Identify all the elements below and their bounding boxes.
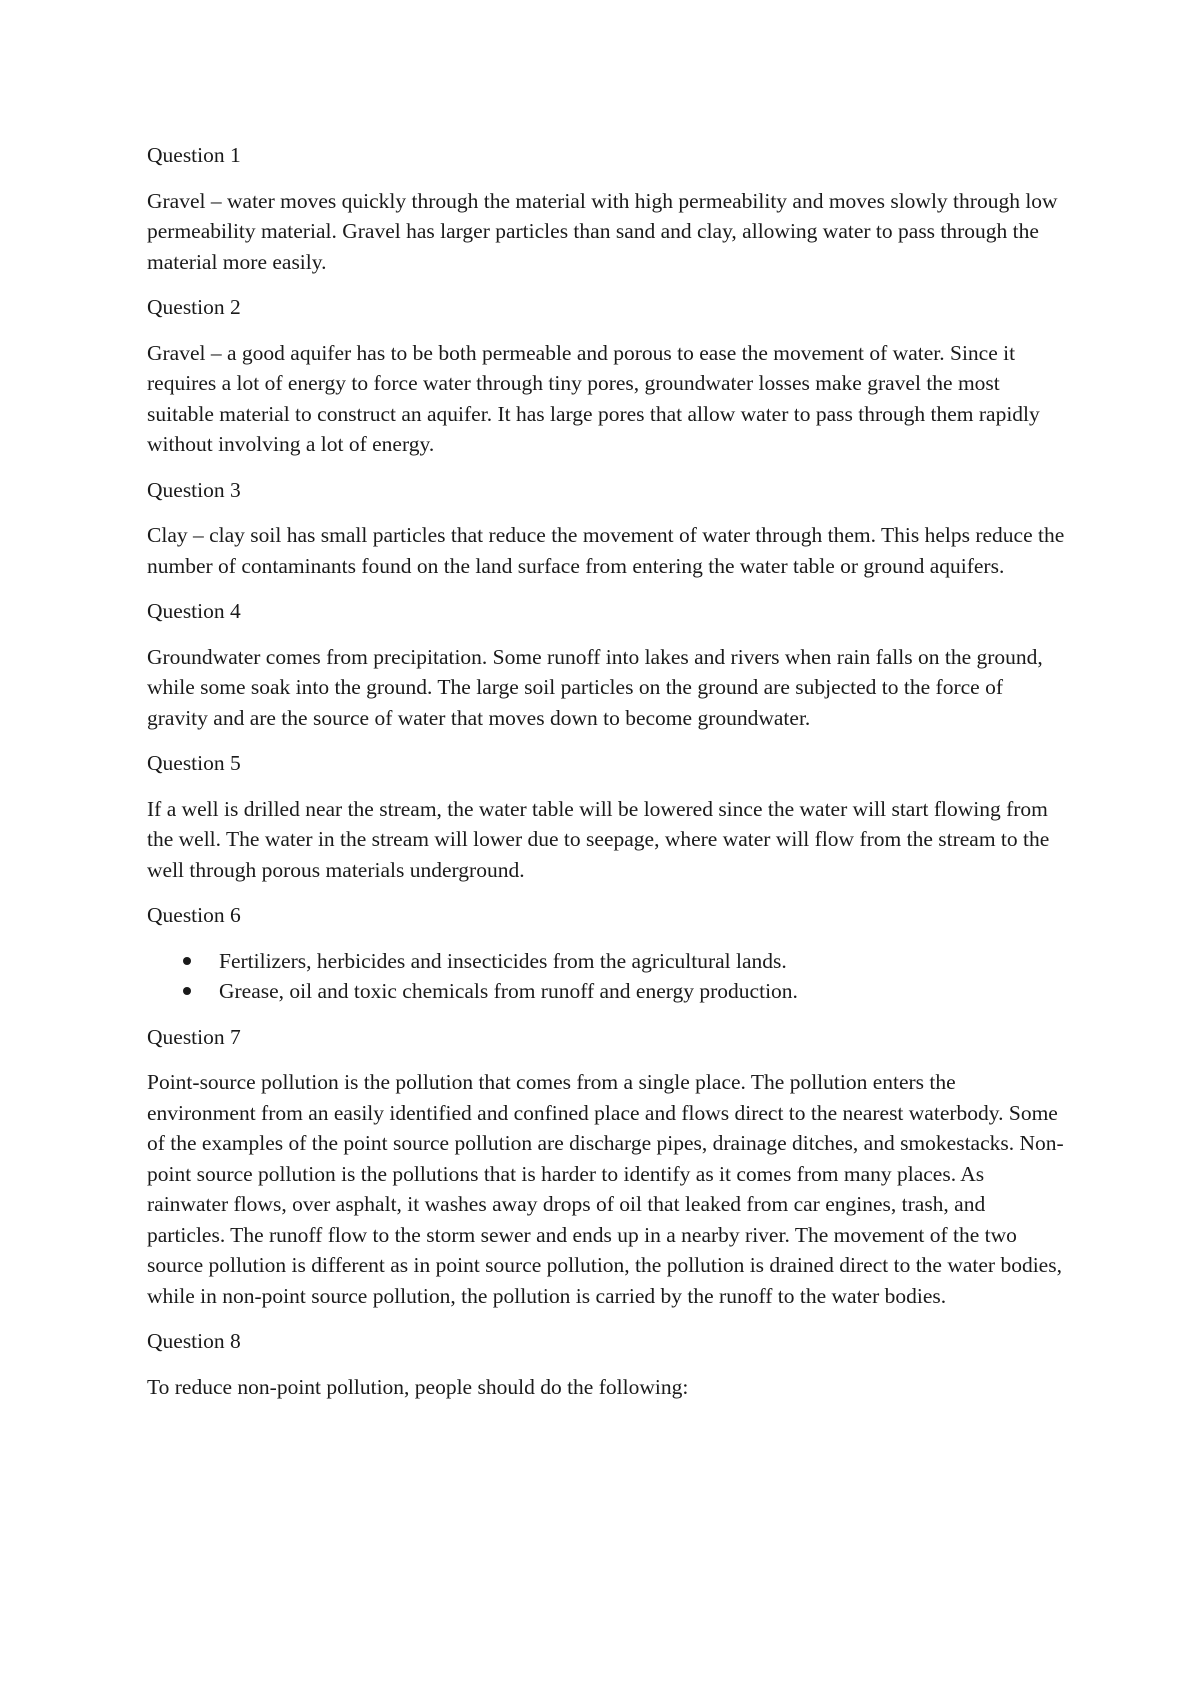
answer-paragraph: Gravel – a good aquifer has to be both permeable and porous to ease the movement of water. Since it requires a lot of energy to force water through tiny pores, groundwater losses make gravel the most suitable material to construct an aquifer. It has large pores that allow water to pass through them rapidly without involving a lot of energy.	[147, 340, 1040, 456]
bullet-icon	[183, 987, 191, 995]
question-heading: Question 7	[147, 1024, 241, 1049]
question-1-section	[147, 140, 1067, 277]
answer-paragraph: Clay – clay soil has small particles that reduce the movement of water through them. This helps reduce the number of contaminants found on the land surface from entering the water table or ground aquifers.	[147, 523, 1065, 578]
document-page	[147, 140, 1067, 1417]
question-heading: Question 6	[147, 903, 241, 927]
question-8-section	[147, 1326, 1067, 1402]
answer-paragraph: Groundwater comes from precipitation. Some runoff into lakes and rivers when rain falls on the ground, while some soak into the ground. The large soil particles on the ground are subjected to the force of gravity and are the source of water that moves down to become groundwater.	[147, 644, 1043, 730]
question-heading: Question 3	[147, 477, 241, 502]
answer-paragraph: Gravel – water moves quickly through the material with high permeability and moves slowly through low permeability material. Gravel has larger particles than sand and clay, allowing water to pass through the material more easily.	[147, 188, 1058, 274]
bullet-list	[147, 946, 1067, 1007]
question-6-section	[147, 900, 1067, 1007]
question-heading: Question 2	[147, 295, 241, 319]
answer-paragraph: To reduce non-point pollution, people should do the following:	[147, 1374, 689, 1399]
question-heading: Question 4	[147, 599, 241, 623]
answer-paragraph: If a well is drilled near the stream, the water table will be lowered since the water will start flowing from the well. The water in the stream will lower due to seepage, where water will flow from the stream to the well through porous materials underground.	[147, 796, 1050, 882]
question-heading: Question 8	[147, 1329, 241, 1353]
question-4-section	[147, 596, 1067, 733]
question-2-section	[147, 292, 1067, 460]
question-5-section	[147, 748, 1067, 885]
answer-paragraph: Point-source pollution is the pollution that comes from a single place. The pollution enters the environment from an easily identified and confined place and flows direct to the nearest waterbody. Some of the examples of the point source pollution are discharge pipes, drainage ditches, and smokestacks. Non-point source pollution is the pollutions that is harder to identify as it comes from many places. As rainwater flows, over asphalt, it washes away drops of oil that leaked from car engines, trash, and particles. The runoff flow to the storm sewer and ends up in a nearby river. The movement of the two source pollution is different as in point source pollution, the pollution is drained direct to the water bodies, while in non-point source pollution, the pollution is carried by the runoff to the water bodies.	[147, 1070, 1064, 1308]
bullet-icon	[183, 957, 191, 965]
question-7-section	[147, 1022, 1067, 1312]
question-heading: Question 1	[147, 143, 241, 167]
list-item-text: Fertilizers, herbicides and insecticides from the agricultural lands.	[219, 948, 787, 973]
list-item	[147, 976, 1067, 1007]
question-heading: Question 5	[147, 751, 241, 775]
list-item-text: Grease, oil and toxic chemicals from runoff and energy production.	[219, 979, 798, 1003]
list-item	[147, 946, 1067, 977]
question-3-section	[147, 475, 1067, 582]
